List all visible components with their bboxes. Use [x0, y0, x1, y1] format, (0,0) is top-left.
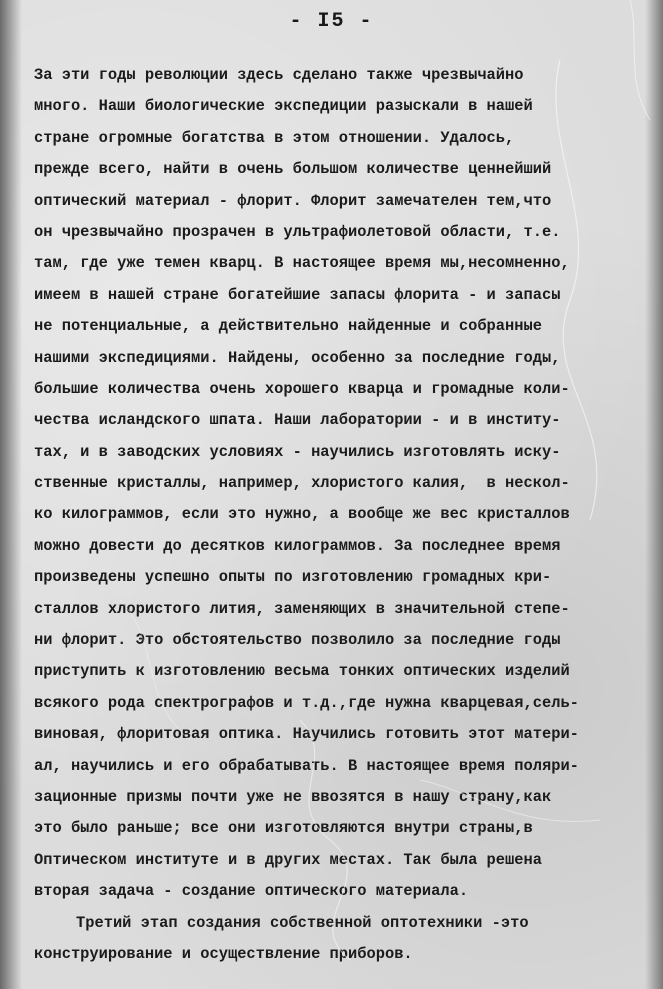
text-line: конструирование и осуществление приборов. [34, 944, 413, 963]
text-line: много. Наши биологические экспедиции разыскали в нашей [34, 97, 533, 116]
body-text [34, 60, 639, 970]
text-line: ал, научились и его обрабатывать. В настоящее время поляри- [34, 756, 579, 775]
text-line: зационные призмы почти уже не ввозятся в нашу страну,как [34, 787, 552, 806]
text-line: стране огромные богатства в этом отношении. Удалось, [34, 128, 515, 147]
text-line: Оптическом институте и в других местах. Так была решена [34, 850, 542, 869]
text-line: ственные кристаллы, например, хлористого калия, в нескол- [34, 474, 570, 493]
text-line: вторая задача - создание оптического материала. [34, 882, 469, 901]
text-line: можно довести до десятков килограммов. За последнее время [34, 536, 561, 555]
text-line: тах, и в заводских условиях - научились изготовлять иску- [34, 442, 561, 461]
text-line: чества исландского шпата. Наши лаборатории - и в институ- [34, 411, 561, 430]
text-line: там, где уже темен кварц. В настоящее время мы,несомненно, [34, 254, 570, 273]
text-line: не потенциальные, а действительно найденные и собранные [34, 317, 542, 336]
text-line: ни флорит. Это обстоятельство позволило за последние годы [34, 631, 561, 650]
text-line: За эти годы революции здесь сделано также чрезвычайно [34, 66, 524, 84]
text-line: приступить к изготовлению весьма тонких оптических изделий [34, 662, 570, 681]
text-line: виновая, флоритовая оптика. Научились готовить этот матери- [34, 725, 579, 744]
text-line: нашими экспедициями. Найдены, особенно за последние годы, [34, 348, 561, 367]
text-line: он чрезвычайно прозрачен в ультрафиолетовой области, т.е. [34, 222, 561, 241]
text-line: прежде всего, найти в очень большом количестве ценнейший [34, 160, 552, 179]
page-number: - I5 - [289, 10, 374, 33]
text-line: имеем в нашей стране богатейшие запасы флорита - и запасы [34, 285, 561, 304]
text-line: большие количества очень хорошего кварца и громадные коли- [34, 379, 570, 398]
text-line: это было раньше; все они изготовляются внутри страны,в [34, 819, 533, 838]
page-edge-shadow-left [0, 0, 22, 989]
text-line-paragraph-start: Третий этап создания собственной оптотехники -это [76, 913, 529, 932]
text-line: сталлов хлористого лития, заменяющих в значительной степе- [34, 599, 570, 618]
text-line: оптический материал - флорит. Флорит замечателен тем,что [34, 191, 552, 210]
text-line: произведены успешно опыты по изготовлению громадных кри- [34, 568, 552, 587]
page-edge-shadow-right [645, 0, 663, 989]
text-line: всякого рода спектрографов и т.д.,где нужна кварцевая,сель- [34, 693, 579, 712]
text-line: ко килограммов, если это нужно, а вообще же вес кристаллов [34, 505, 570, 524]
